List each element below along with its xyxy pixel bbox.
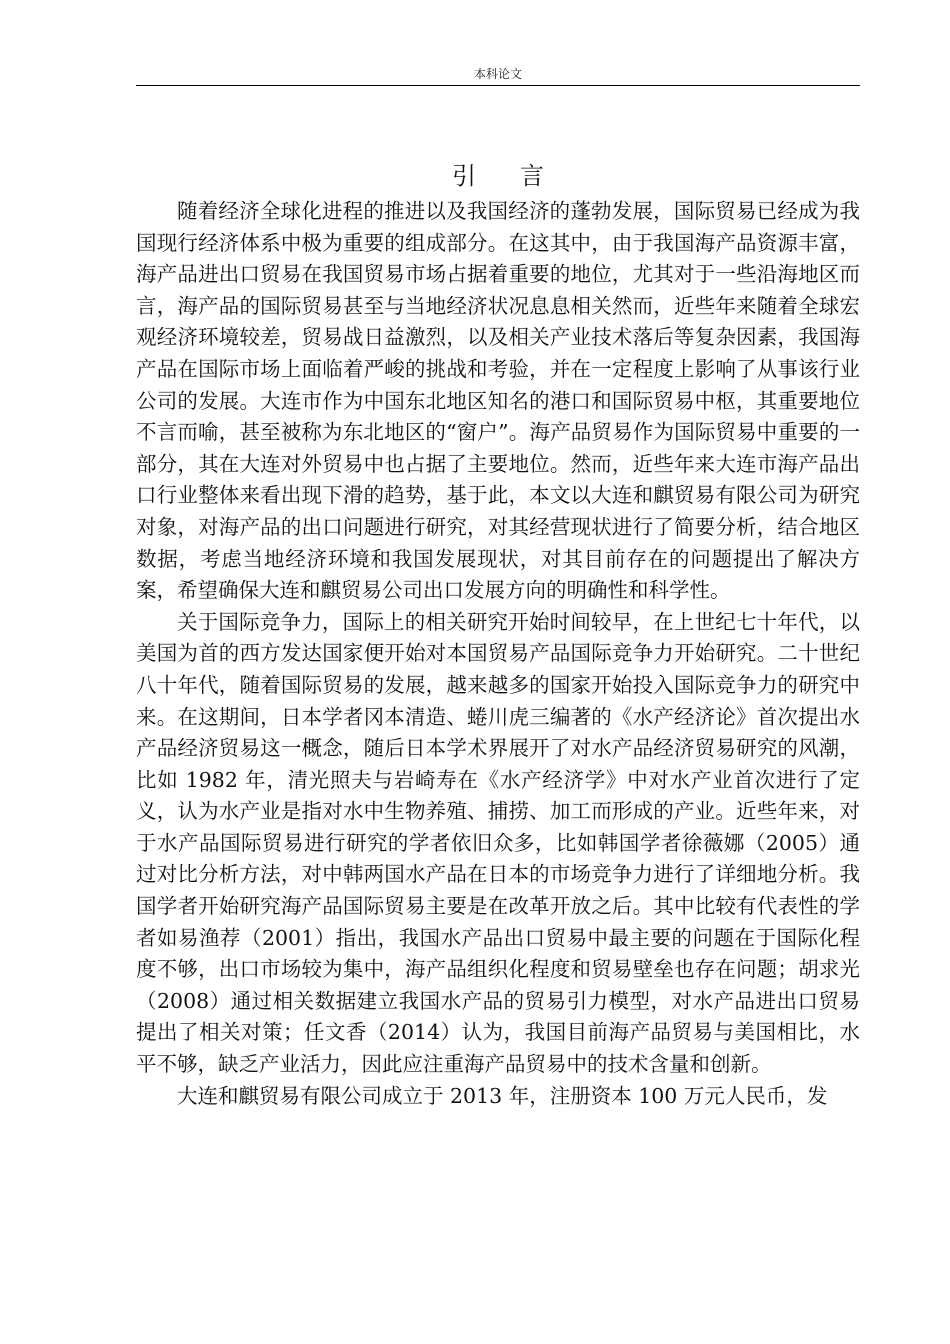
body-text bbox=[136, 196, 860, 1112]
header-rule bbox=[136, 85, 860, 86]
paragraph: 大连和麒贸易有限公司成立于 2013 年，注册资本 100 万元人民币，发 bbox=[177, 1083, 828, 1108]
section-title: 引言 bbox=[452, 162, 588, 190]
paragraph: 关于国际竞争力，国际上的相关研究开始时间较早，在上世纪七十年代，以美国为首的西方发达国家便开始对本国贸易产品国际竞争力开始研究。二十世纪八十年代，随着国际贸易的发展，越来越多的国家开始投入国际竞争力的研究中来。在这期间，日本学者冈本清造、蜷川虎三编著的《水产经济论》首次提出水产品经济贸易这一概念，随后日本学术界展开了对水产品经济贸易研究的风潮，比如 1982 年，清光照夫与岩崎寿在《水产经济学》中对水产业首次进行了定义，认为水产业是指对水中生物养殖、捕捞、加工而形成的产业。近些年来，对于水产品国际贸易进行研究的学者依旧众多，比如韩国学者徐薇娜（2005）通过对比分析方法，对中韩两国水产品在日本的市场竞争力进行了详细地分析。我国学者开始研究海产品国际贸易主要是在改革开放之后。其中比较有代表性的学者如易渔荐（2001）指出，我国水产品出口贸易中最主要的问题在于国际化程度不够，出口市场较为集中，海产品组织化程度和贸易壁垒也存在问题；胡求光（2008）通过相关数据建立我国水产品的贸易引力模型，对水产品进出口贸易提出了相关对策；任文香（2014）认为，我国目前海产品贸易与美国相比，水平不够，缺乏产业活力，因此应注重海产品贸易中的技术含量和创新。 bbox=[136, 609, 860, 1077]
running-header: 本科论文 bbox=[473, 67, 522, 81]
paragraph: 随着经济全球化进程的推进以及我国经济的蓬勃发展，国际贸易已经成为我国现行经济体系中极为重要的组成部分。在这其中，由于我国海产品资源丰富，海产品进出口贸易在我国贸易市场占据着重要的地位，尤其对于一些沿海地区而言，海产品的国际贸易甚至与当地经济状况息息相关然而，近些年来随着全球宏观经济环境较差，贸易战日益激烈，以及相关产业技术落后等复杂因素，我国海产品在国际市场上面临着严峻的挑战和考验，并在一定程度上影响了从事该行业公司的发展。大连市作为中国东北地区知名的港口和国际贸易中枢，其重要地位不言而喻，甚至被称为东北地区的“窗户”。海产品贸易作为国际贸易中重要的一部分，其在大连对外贸易中也占据了主要地位。然而，近些年来大连市海产品出口行业整体来看出现下滑的趋势，基于此，本文以大连和麒贸易有限公司为研究对象，对海产品的出口问题进行研究，对其经营现状进行了简要分析，结合地区数据，考虑当地经济环境和我国发展现状，对其目前存在的问题提出了解决方案，希望确保大连和麒贸易公司出口发展方向的明确性和科学性。 bbox=[136, 199, 860, 603]
